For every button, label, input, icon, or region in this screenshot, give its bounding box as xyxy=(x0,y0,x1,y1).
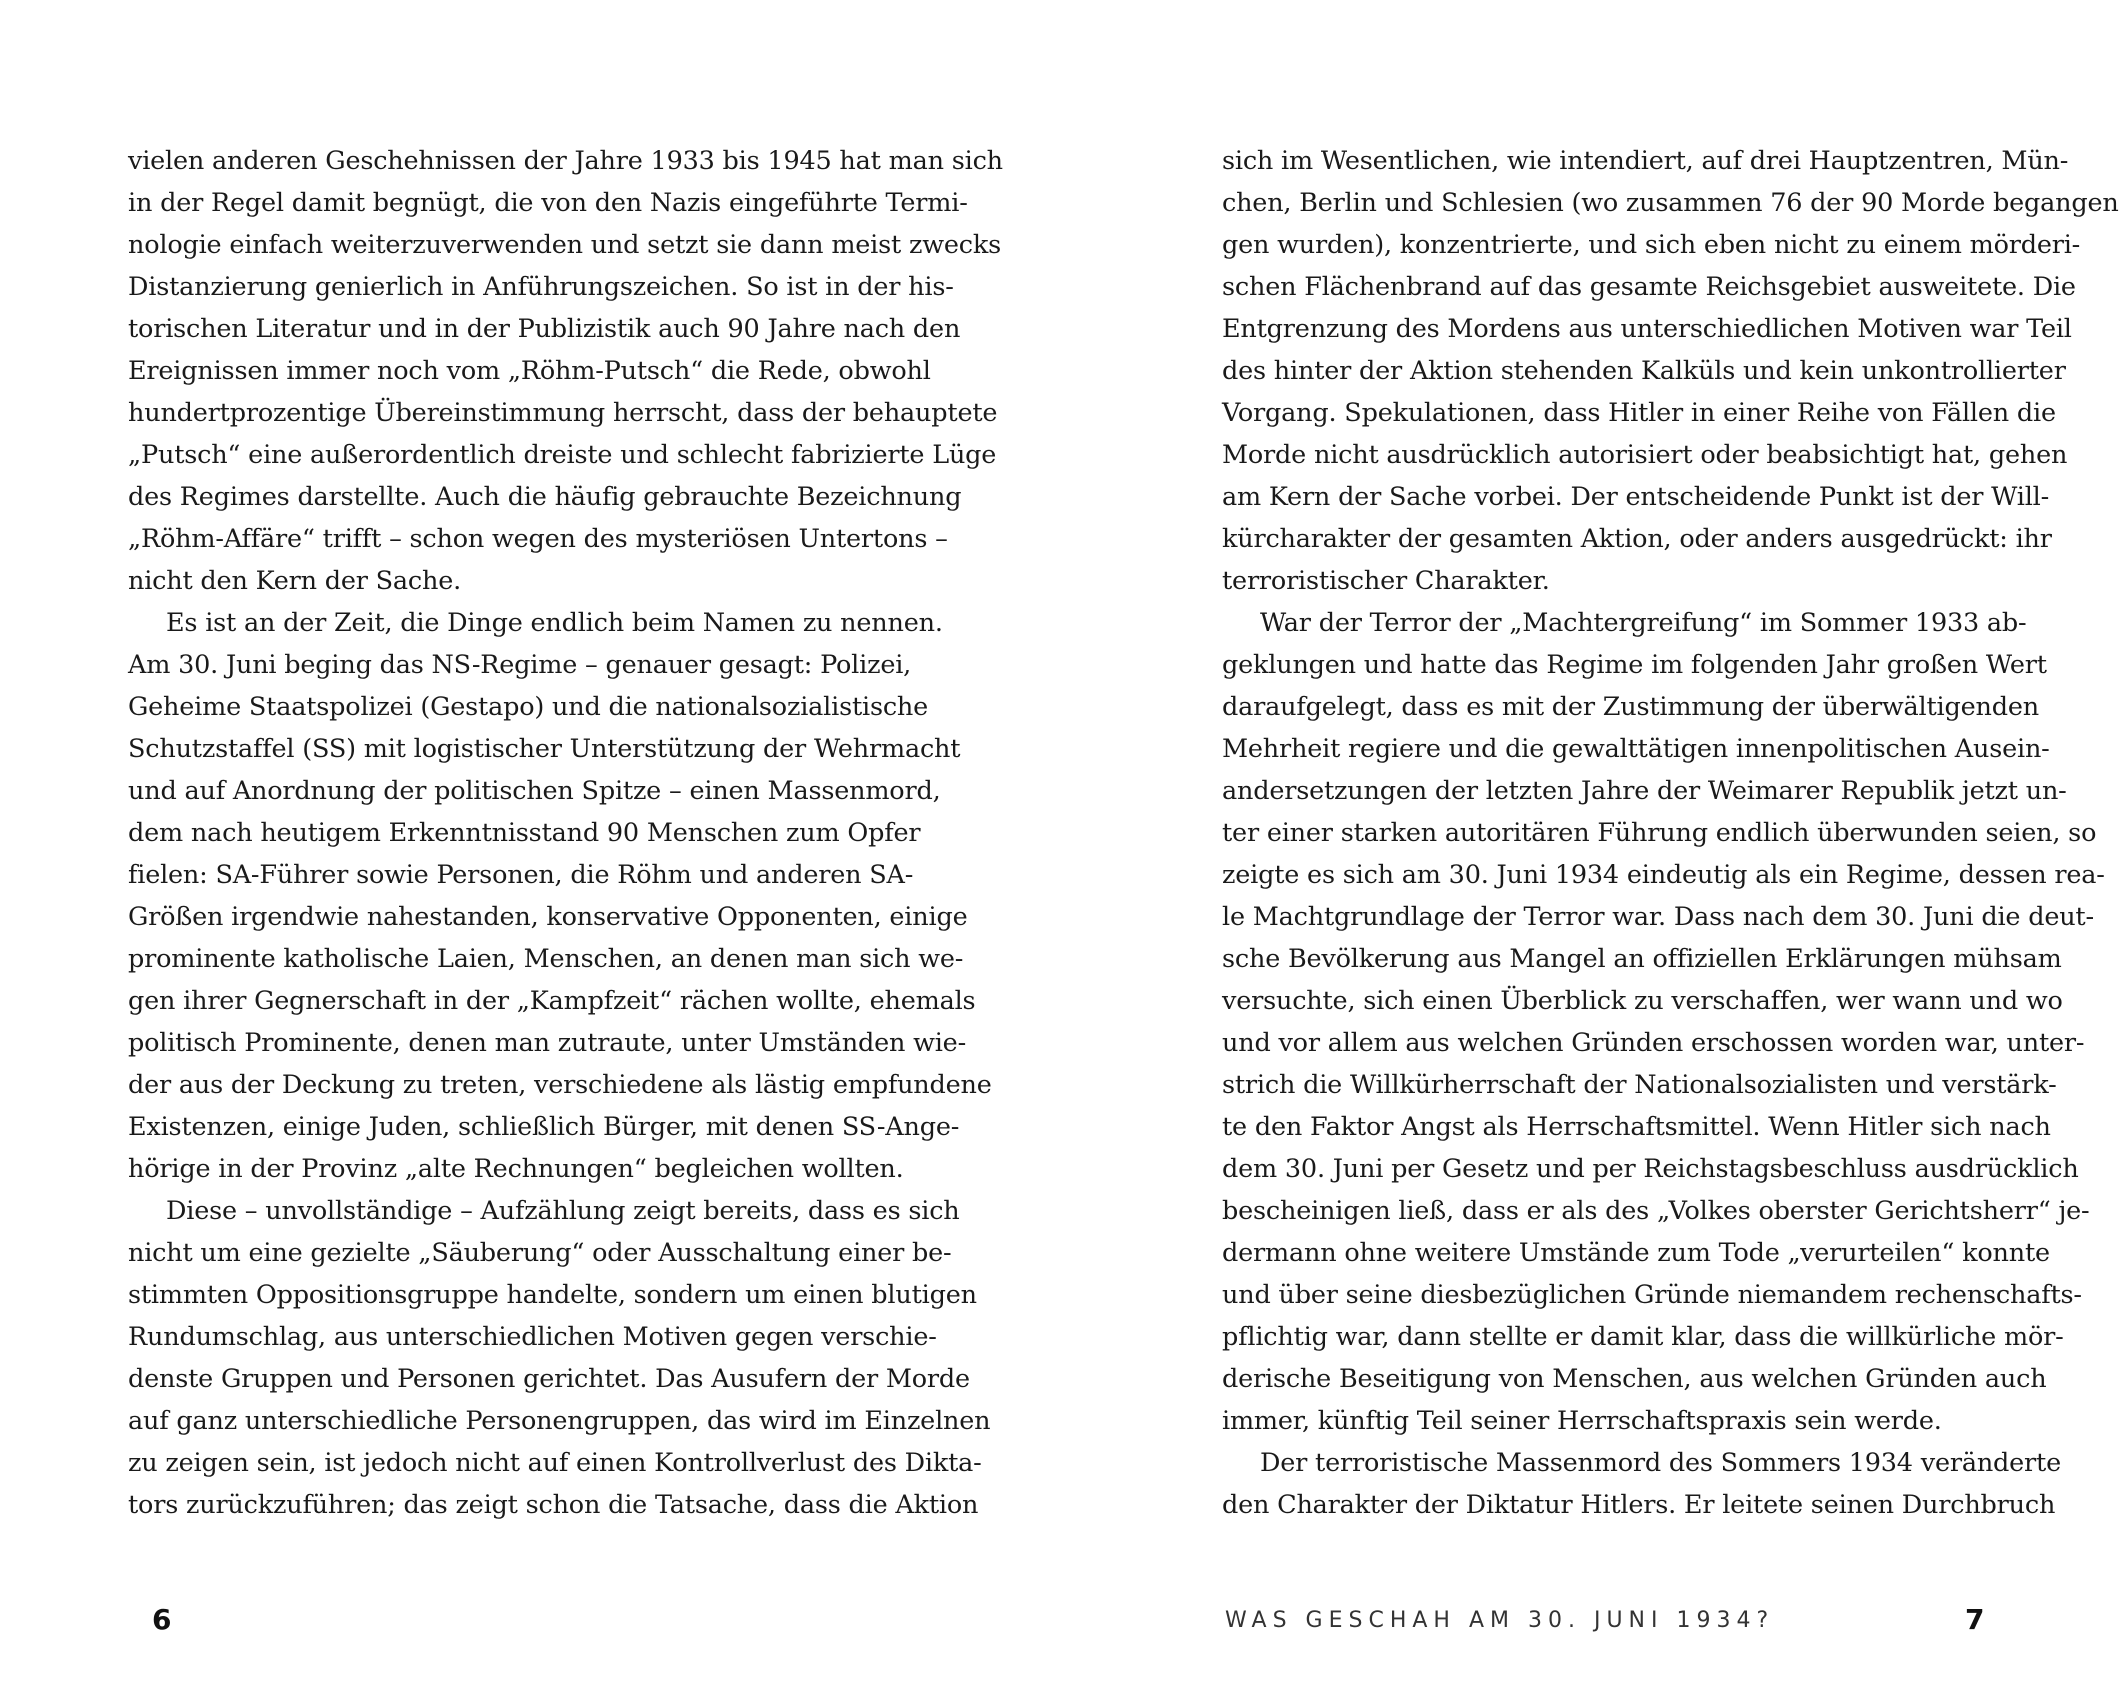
text-line: Distanzierung genierlich in Anführungszeichen. So ist in der his- xyxy=(128,272,954,302)
text-line: gen ihrer Gegnerschaft in der „Kampfzeit“ rächen wollte, ehemals xyxy=(128,986,976,1016)
text-line: des hinter der Aktion stehenden Kalküls und kein unkontrollierter xyxy=(1222,356,2066,386)
text-line: zeigte es sich am 30. Juni 1934 eindeutig als ein Regime, dessen rea- xyxy=(1222,860,2105,890)
text-line: andersetzungen der letzten Jahre der Weimarer Republik jetzt un- xyxy=(1222,776,2067,806)
text-line: Ereignissen immer noch vom „Röhm-Putsch“ die Rede, obwohl xyxy=(128,356,931,386)
text-line: auf ganz unterschiedliche Personengruppen, das wird im Einzelnen xyxy=(128,1406,991,1436)
text-line: torischen Literatur und in der Publizistik auch 90 Jahre nach den xyxy=(128,314,961,344)
text-line: Rundumschlag, aus unterschiedlichen Motiven gegen verschie- xyxy=(128,1322,937,1352)
text-line: derische Beseitigung von Menschen, aus welchen Gründen auch xyxy=(1222,1364,2047,1394)
text-line: gen wurden), konzentrierte, und sich eben nicht zu einem mörderi- xyxy=(1222,230,2081,260)
text-line: pflichtig war, dann stellte er damit klar, dass die willkürliche mör- xyxy=(1222,1322,2064,1352)
text-line: denste Gruppen und Personen gerichtet. Das Ausufern der Morde xyxy=(128,1364,970,1394)
text-line: und über seine diesbezüglichen Gründe niemandem rechenschafts- xyxy=(1222,1280,2082,1310)
text-line: nicht den Kern der Sache. xyxy=(128,566,462,596)
text-line: Der terroristische Massenmord des Sommers 1934 veränderte xyxy=(1260,1448,2061,1478)
text-line: Morde nicht ausdrücklich autorisiert oder beabsichtigt hat, gehen xyxy=(1222,440,2068,470)
text-line: terroristischer Charakter. xyxy=(1222,566,1550,596)
text-line: Größen irgendwie nahestanden, konservative Opponenten, einige xyxy=(128,902,968,932)
text-line: War der Terror der „Machtergreifung“ im Sommer 1933 ab- xyxy=(1260,608,2027,638)
right-page-number: 7 xyxy=(1965,1603,1985,1636)
text-line: daraufgelegt, dass es mit der Zustimmung der überwältigenden xyxy=(1222,692,2039,722)
text-line: nicht um eine gezielte „Säuberung“ oder Ausschaltung einer be- xyxy=(128,1238,952,1268)
text-line: Diese – unvollständige – Aufzählung zeigt bereits, dass es sich xyxy=(166,1196,960,1226)
text-line: und vor allem aus welchen Gründen erschossen worden war, unter- xyxy=(1222,1028,2085,1058)
text-line: nologie einfach weiterzuverwenden und setzt sie dann meist zwecks xyxy=(128,230,1001,260)
text-line: Existenzen, einige Juden, schließlich Bürger, mit denen SS-Ange- xyxy=(128,1112,960,1142)
text-line: in der Regel damit begnügt, die von den Nazis eingeführte Termi- xyxy=(128,188,968,218)
text-line: Es ist an der Zeit, die Dinge endlich beim Namen zu nennen. xyxy=(166,608,943,638)
text-line: am Kern der Sache vorbei. Der entscheidende Punkt ist der Will- xyxy=(1222,482,2050,512)
text-line: sich im Wesentlichen, wie intendiert, auf drei Hauptzentren, Mün- xyxy=(1222,146,2069,176)
text-line: immer, künftig Teil seiner Herrschaftspraxis sein werde. xyxy=(1222,1406,1942,1436)
text-line: politisch Prominente, denen man zutraute, unter Umständen wie- xyxy=(128,1028,966,1058)
text-line: zu zeigen sein, ist jedoch nicht auf einen Kontrollverlust des Dikta- xyxy=(128,1448,982,1478)
text-line: dem nach heutigem Erkenntnisstand 90 Menschen zum Opfer xyxy=(128,818,921,848)
text-line: den Charakter der Diktatur Hitlers. Er leitete seinen Durchbruch xyxy=(1222,1490,2056,1520)
right-page-body xyxy=(1222,140,2119,1526)
text-line: strich die Willkürherrschaft der Nationalsozialisten und verstärk- xyxy=(1222,1070,2057,1100)
text-line: le Machtgrundlage der Terror war. Dass nach dem 30. Juni die deut- xyxy=(1222,902,2094,932)
text-line: Geheime Staatspolizei (Gestapo) und die nationalsozialistische xyxy=(128,692,929,722)
text-line: der aus der Deckung zu treten, verschiedene als lästig empfundene xyxy=(128,1070,992,1100)
left-page-body xyxy=(128,140,1003,1526)
text-line: hörige in der Provinz „alte Rechnungen“ begleichen wollten. xyxy=(128,1154,904,1184)
text-line: des Regimes darstellte. Auch die häufig gebrauchte Bezeichnung xyxy=(128,482,962,512)
text-line: chen, Berlin und Schlesien (wo zusammen 76 der 90 Morde begangen xyxy=(1222,188,2119,218)
text-line: prominente katholische Laien, Menschen, an denen man sich we- xyxy=(128,944,964,974)
text-line: ter einer starken autoritären Führung endlich überwunden seien, so xyxy=(1222,818,2097,848)
text-line: fielen: SA-Führer sowie Personen, die Röhm und anderen SA- xyxy=(128,860,914,890)
text-line: Am 30. Juni beging das NS-Regime – genauer gesagt: Polizei, xyxy=(128,650,912,680)
text-line: schen Flächenbrand auf das gesamte Reichsgebiet ausweitete. Die xyxy=(1222,272,2076,302)
text-line: geklungen und hatte das Regime im folgenden Jahr großen Wert xyxy=(1222,650,2047,680)
text-line: hundertprozentige Übereinstimmung herrscht, dass der behauptete xyxy=(128,398,998,428)
text-line: tors zurückzuführen; das zeigt schon die Tatsache, dass die Aktion xyxy=(128,1490,979,1520)
text-line: bescheinigen ließ, dass er als des „Volkes oberster Gerichtsherr“ je- xyxy=(1222,1196,2090,1226)
text-line: „Röhm-Affäre“ trifft – schon wegen des mysteriösen Untertons – xyxy=(128,524,948,554)
text-line: te den Faktor Angst als Herrschaftsmittel. Wenn Hitler sich nach xyxy=(1222,1112,2051,1142)
text-line: „Putsch“ eine außerordentlich dreiste und schlecht fabrizierte Lüge xyxy=(128,440,997,470)
running-head: WAS GESCHAH AM 30. JUNI 1934? xyxy=(1225,1608,1775,1633)
text-line: Schutzstaffel (SS) mit logistischer Unterstützung der Wehrmacht xyxy=(128,734,961,764)
text-line: stimmten Oppositionsgruppe handelte, sondern um einen blutigen xyxy=(128,1280,977,1310)
left-page-number: 6 xyxy=(152,1603,172,1636)
text-line: sche Bevölkerung aus Mangel an offiziellen Erklärungen mühsam xyxy=(1222,944,2062,974)
text-line: dermann ohne weitere Umstände zum Tode „verurteilen“ konnte xyxy=(1222,1238,2050,1268)
text-line: Mehrheit regiere und die gewalttätigen innenpolitischen Ausein- xyxy=(1222,734,2050,764)
text-line: Vorgang. Spekulationen, dass Hitler in einer Reihe von Fällen die xyxy=(1222,398,2056,428)
text-line: und auf Anordnung der politischen Spitze – einen Massenmord, xyxy=(128,776,941,806)
text-line: Entgrenzung des Mordens aus unterschiedlichen Motiven war Teil xyxy=(1222,314,2072,344)
text-line: kürcharakter der gesamten Aktion, oder anders ausgedrückt: ihr xyxy=(1222,524,2052,554)
text-line: vielen anderen Geschehnissen der Jahre 1933 bis 1945 hat man sich xyxy=(128,146,1003,176)
text-line: versuchte, sich einen Überblick zu verschaffen, wer wann und wo xyxy=(1222,986,2063,1016)
text-line: dem 30. Juni per Gesetz und per Reichstagsbeschluss ausdrücklich xyxy=(1222,1154,2079,1184)
